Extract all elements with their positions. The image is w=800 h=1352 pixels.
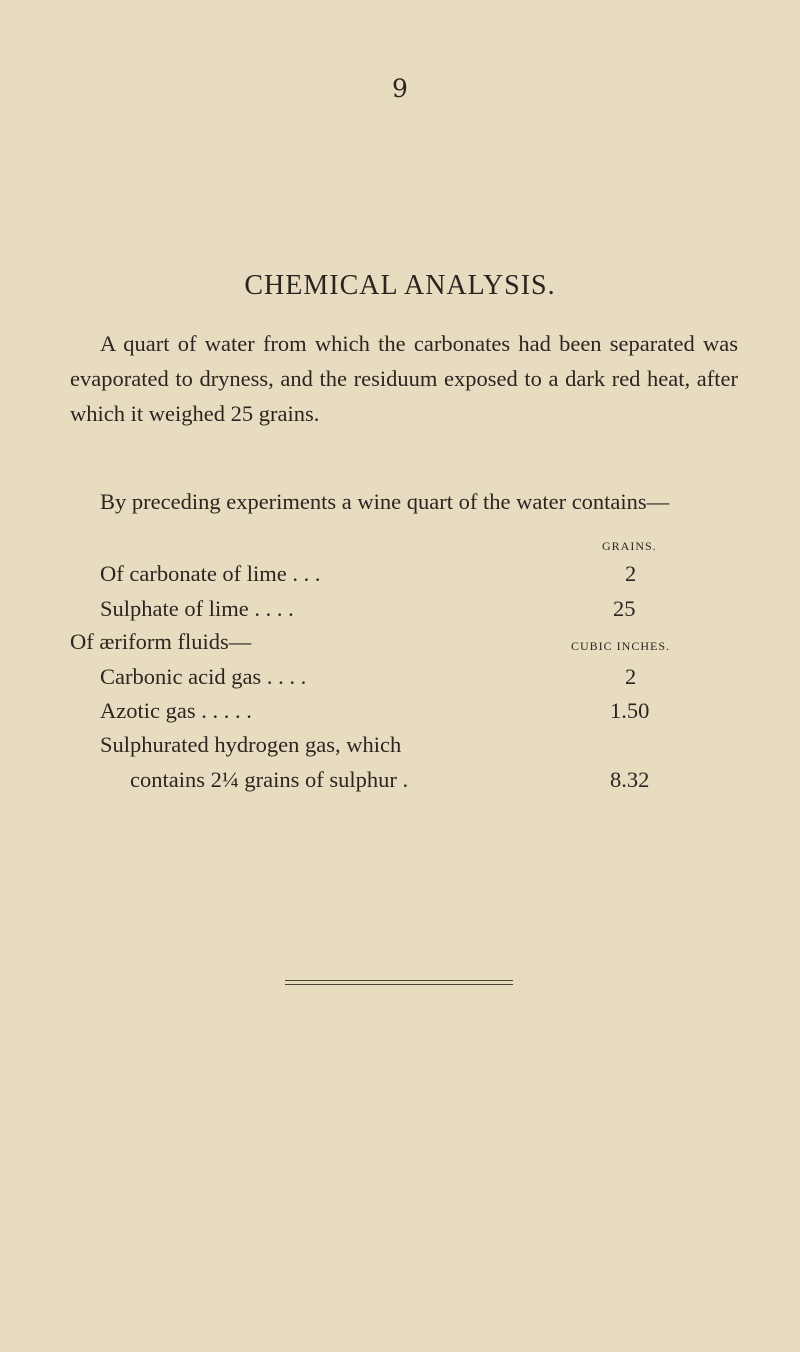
paragraph-contents bbox=[70, 484, 738, 519]
paragraph-intro-text: A quart of water from which the carbonates had been separated was evaporated to dryness, and the residuum exposed to a dark red heat, after which it weighed 25 grains. bbox=[70, 331, 738, 426]
solid-value-sulphate: 25 bbox=[613, 596, 636, 621]
gas-row-azotic: Azotic gas . . . . . bbox=[100, 698, 252, 723]
gases-heading: Of æriform fluids— bbox=[70, 629, 252, 654]
solid-value-carbonate: 2 bbox=[625, 561, 637, 586]
page-number: 9 bbox=[392, 74, 408, 103]
gas-value-carbonic: 2 bbox=[625, 664, 637, 689]
divider-rule-bottom bbox=[285, 984, 513, 985]
gas-row-carbonic: Carbonic acid gas . . . . bbox=[100, 664, 307, 689]
gas-row-sulphurated-line2: contains 2¼ grains of sulphur . bbox=[130, 767, 409, 792]
solid-row-sulphate: Sulphate of lime . . . . bbox=[100, 596, 294, 621]
page-title: CHEMICAL ANALYSIS. bbox=[244, 270, 556, 301]
gas-value-sulphurated: 8.32 bbox=[610, 767, 650, 792]
solid-row-carbonate: Of carbonate of lime . . . bbox=[100, 561, 321, 586]
unit-grains: GRAINS. bbox=[602, 539, 657, 553]
unit-cubic-inches: CUBIC INCHES. bbox=[571, 639, 671, 653]
divider-rule-top bbox=[285, 980, 513, 981]
gas-row-sulphurated-line1: Sulphurated hydrogen gas, which bbox=[100, 732, 402, 757]
gas-value-azotic: 1.50 bbox=[610, 698, 650, 723]
paragraph-contents-text: By preceding experiments a wine quart of the water contains— bbox=[100, 489, 670, 514]
paragraph-intro bbox=[70, 326, 738, 431]
